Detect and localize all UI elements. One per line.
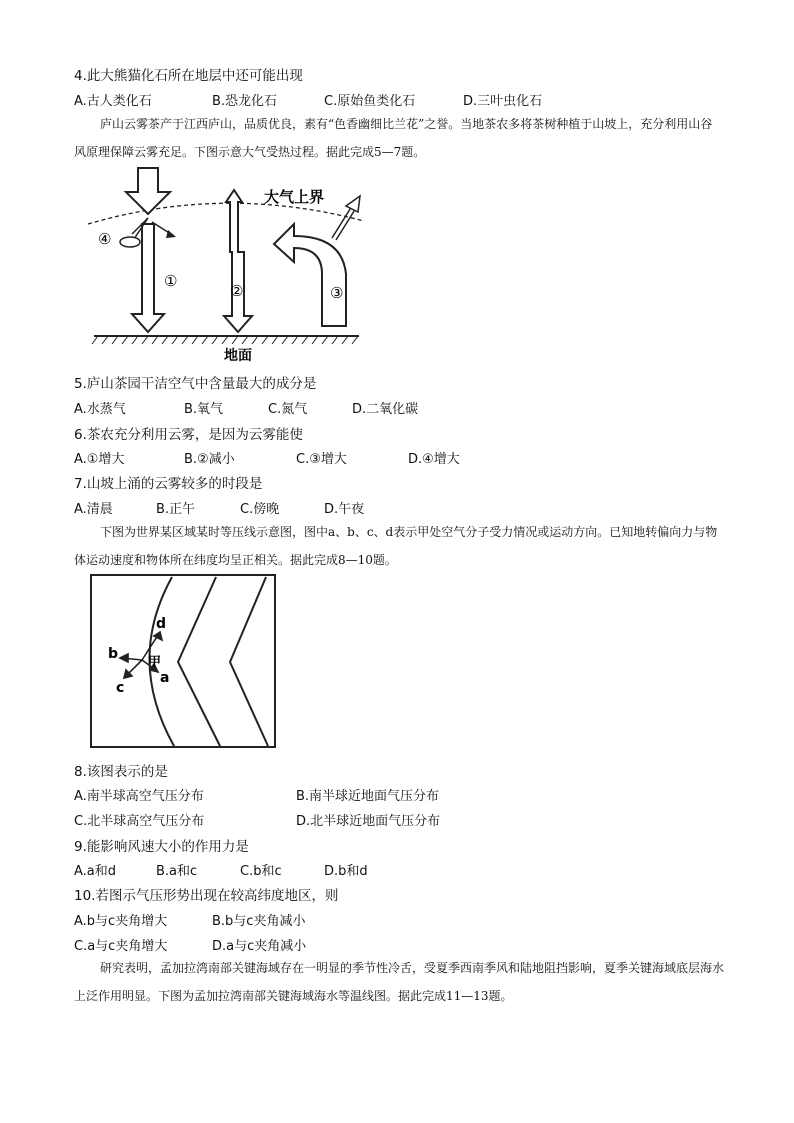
q5-stem: 5.庐山茶园干洁空气中含量最大的成分是 — [74, 376, 317, 392]
q6-option-d: D.④增大 — [408, 452, 460, 467]
q5-option-a: A.水蒸气 — [74, 402, 126, 417]
q7-option-c: C.傍晚 — [240, 502, 280, 517]
q10-stem: 10.若图示气压形势出现在较高纬度地区，则 — [74, 888, 339, 904]
q4-stem: 4.此大熊猫化石所在地层中还可能出现 — [74, 68, 303, 84]
solar-radiation-arrow — [126, 168, 170, 214]
q7-stem: 7.山坡上涌的云雾较多的时段是 — [74, 476, 263, 492]
marker-2: ② — [230, 282, 244, 300]
atmosphere-boundary — [88, 203, 364, 224]
passage-2 — [74, 518, 724, 574]
q4-option-a: A.古人类化石 — [74, 94, 152, 109]
q4-option-c: C.原始鱼类化石 — [324, 94, 416, 109]
passage-2-text: 下图为世界某区域某时等压线示意图，图中a、b、c、d表示甲处空气分子受力情况或运动方向。已知地转偏向力与物体运动速度和物体所在纬度均呈正相关。据此完成8—10题。 — [74, 525, 718, 567]
label-jia: 甲 — [148, 655, 162, 670]
q10-option-c: C.a与c夹角增大 — [74, 939, 168, 954]
q9-option-a: A.a和d — [74, 864, 117, 879]
q8-option-a: A.南半球高空气压分布 — [74, 789, 204, 804]
q10-option-a: A.b与c夹角增大 — [74, 914, 168, 929]
atmospheric-counter-radiation-arrow — [274, 224, 346, 326]
atmosphere-top-label: 大气上界 — [264, 188, 325, 206]
isobar-frame — [91, 575, 275, 747]
ground-label: 地面 — [224, 348, 252, 364]
q4-option-b: B.恐龙化石 — [212, 94, 278, 109]
q7-option-d: D.午夜 — [324, 502, 365, 517]
q9-option-b: B.a和c — [156, 864, 198, 879]
label-b: b — [108, 646, 119, 662]
q10-option-b: B.b与c夹角减小 — [212, 914, 306, 929]
q5-option-d: D.二氧化碳 — [352, 402, 419, 417]
label-c: c — [116, 680, 125, 696]
passage-1-text: 庐山云雾茶产于江西庐山，品质优良，素有“色香幽细比兰花”之誉。当地茶农多将茶树种植于山坡上，充分利用山谷风原理保障云雾充足。下图示意大气受热过程。据此完成5—7题。 — [74, 117, 713, 159]
q8-stem: 8.该图表示的是 — [74, 764, 168, 780]
marker-1: ① — [164, 272, 178, 290]
q4-option-d: D.三叶虫化石 — [463, 94, 543, 109]
ground-radiation-arrow — [224, 190, 252, 332]
q6-option-a: A.①增大 — [74, 452, 125, 467]
q6-option-c: C.③增大 — [296, 452, 347, 467]
q9-option-d: D.b和d — [324, 864, 368, 879]
marker-3: ③ — [330, 284, 344, 302]
q9-option-c: C.b和c — [240, 864, 282, 879]
passage-3-text: 研究表明，孟加拉湾南部关键海域存在一明显的季节性冷舌，受夏季西南季风和陆地阻挡影响，夏季关键海域底层海水上泛作用明显。下图为孟加拉湾南部关键海域海水等温线图。据此完成11—13题。 — [74, 961, 725, 1003]
atmosphere-heating-figure — [74, 166, 374, 366]
q5-option-c: C.氮气 — [268, 402, 308, 417]
q5-option-b: B.氧气 — [184, 402, 224, 417]
marker-4: ④ — [98, 230, 112, 248]
q6-option-b: B.②减小 — [184, 452, 235, 467]
cloud-icon — [120, 237, 140, 247]
q10-option-d: D.a与c夹角减小 — [212, 939, 307, 954]
q7-option-b: B.正午 — [156, 502, 196, 517]
q8-option-b: B.南半球近地面气压分布 — [296, 789, 440, 804]
q6-stem: 6.茶农充分利用云雾，是因为云雾能使 — [74, 427, 303, 443]
passage-3 — [74, 954, 724, 1010]
q8-option-c: C.北半球高空气压分布 — [74, 814, 205, 829]
label-d: d — [156, 616, 167, 632]
isobar-figure — [90, 574, 280, 750]
q8-option-d: D.北半球近地面气压分布 — [296, 814, 441, 829]
q9-stem: 9.能影响风速大小的作用力是 — [74, 839, 249, 855]
passage-1 — [74, 110, 724, 166]
label-a: a — [160, 670, 170, 686]
q7-option-a: A.清晨 — [74, 502, 113, 517]
